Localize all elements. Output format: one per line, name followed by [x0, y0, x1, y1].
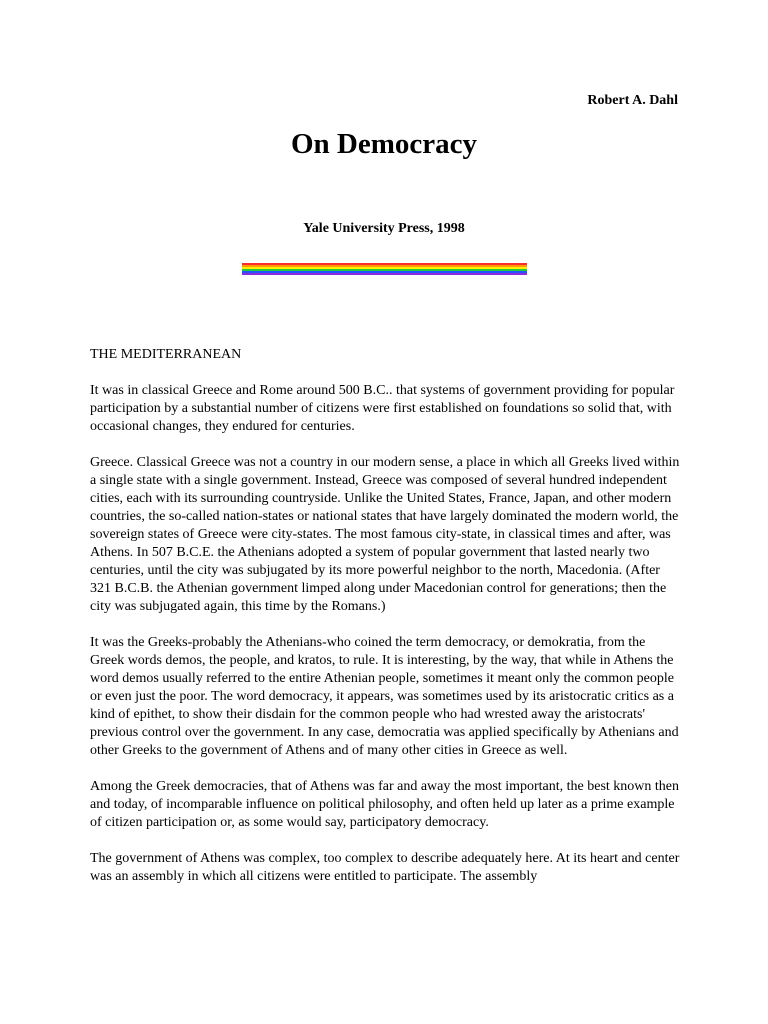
author-name: Robert A. Dahl	[587, 93, 678, 108]
section-heading: THE MEDITERRANEAN	[90, 347, 242, 362]
rainbow-stripe	[242, 273, 527, 275]
paragraph: It was in classical Greece and Rome around 500 B.C.. that systems of government providing for popular participation by a substantial number of citizens were first established on foundations so solid that, with occasional changes, they endured for centuries.	[90, 383, 675, 434]
paragraph: Greece. Classical Greece was not a country in our modern sense, a place in which all Greeks lived within a single state with a single government. Instead, Greece was composed of several hundred independent cities, each with its surrounding countryside. Unlike the United States, France, Japan, and other modern countries, the so-called nation-states or national states that have largely dominated the modern world, the sovereign states of Greece were city-states. The most famous city-state, in classical times and after, was Athens. In 507 B.C.E. the Athenians adopted a system of popular government that lasted nearly two centuries, until the city was subjugated by its more powerful neighbor to the north, Macedonia. (After 321 B.C.B. the Athenian government limped along under Macedonian control for generations; then the city was subjugated again, this time by the Romans.)	[90, 455, 680, 614]
publisher-line: Yale University Press, 1998	[303, 221, 465, 236]
document-title: On Democracy	[290, 128, 478, 160]
paragraph: The government of Athens was complex, too complex to describe adequately here. At its heart and center was an assembly in which all citizens were entitled to participate. The assembly	[90, 851, 680, 884]
paragraph: Among the Greek democracies, that of Athens was far and away the most important, the best known then and today, of incomparable influence on political philosophy, and often held up later as a prime example of citizen participation or, as some would say, participatory democracy.	[90, 779, 680, 830]
paragraph: It was the Greeks-probably the Athenians-who coined the term democracy, or demokratia, from the Greek words demos, the people, and kratos, to rule. It is interesting, by the way, that while in Athens the word demos usually referred to the entire Athenian people, sometimes it meant only the common people or even just the poor. The word democracy, it appears, was sometimes used by its aristocratic critics as a kind of epithet, to show their disdain for the common people who had wrested away the aristocrats' previous control over the government. In any case, democratia was applied specifically by Athenians and other Greeks to the government of Athens and of many other cities in Greece as well.	[90, 635, 679, 758]
rainbow-divider	[242, 263, 527, 275]
body-text	[90, 346, 680, 904]
